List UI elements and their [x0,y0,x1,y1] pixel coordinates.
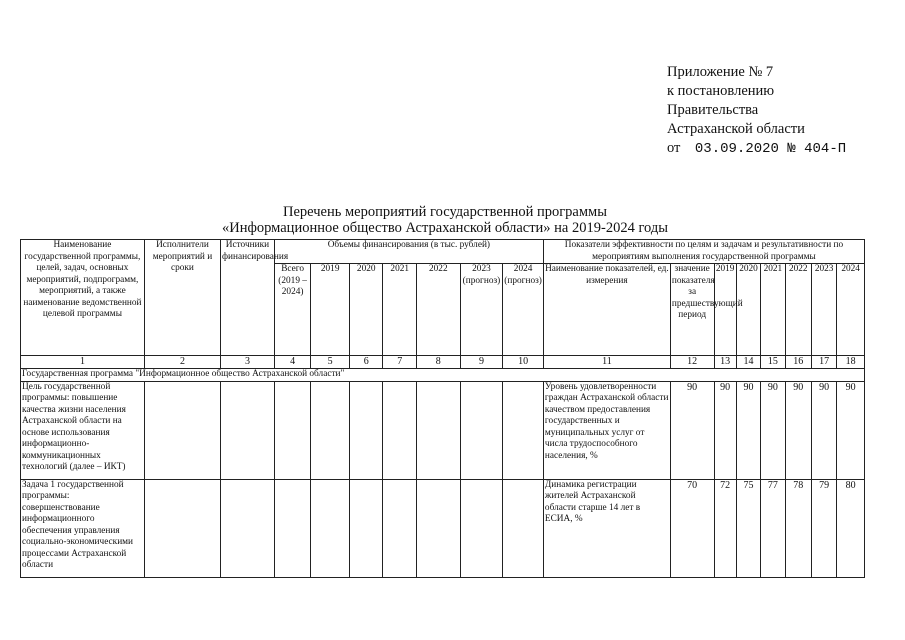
appendix-date-value: 03.09.2020 № 404-П [694,141,847,157]
col-number: 9 [460,356,503,369]
empty-cell [503,479,544,577]
empty-cell [349,381,383,479]
header-total: Всего (2019 – 2024) [274,264,311,356]
col-number: 6 [349,356,383,369]
empty-cell [144,479,220,577]
row-name: Цель государственной программы: повышение качества жизни населения Астраханской области на основе использования информационно-коммуникационных технологий (далее – ИКТ) [21,381,145,479]
empty-cell [416,479,460,577]
appendix-line-2: к постановлению [667,83,775,99]
header-2019: 2019 [311,264,350,356]
header-ind-2024: 2024 [837,264,865,356]
title-line-2: «Информационное общество Астраханской области» на 2019-2024 годы [222,220,668,236]
appendix-line-3: Правительства [667,102,759,118]
col-number: 13 [714,356,736,369]
empty-cell [383,381,417,479]
title-line-1: Перечень мероприятий государственной программы [283,204,607,220]
row-value: 77 [761,479,785,577]
header-ind-2020: 2020 [736,264,760,356]
row-value: 70 [670,479,714,577]
header-sources: Источники финансирования [221,240,275,356]
row-value: 90 [736,381,760,479]
empty-cell [274,381,311,479]
column-number-row [21,356,865,369]
col-number: 18 [837,356,865,369]
empty-cell [311,479,350,577]
appendix-date-prefix: от [667,140,681,156]
row-value: 90 [761,381,785,479]
header-prev-value: значение показателя за предшествующий период [670,264,714,356]
header-ind-2023: 2023 [811,264,836,356]
row-value: 75 [736,479,760,577]
row-value: 78 [785,479,811,577]
empty-cell [460,381,503,479]
row-value: 90 [811,381,836,479]
header-ind-2021: 2021 [761,264,785,356]
header-2021: 2021 [383,264,417,356]
col-number: 10 [503,356,544,369]
header-indicators-group: Показатели эффективности по целям и задачам и результативности по мероприятиям выполнения государственной программы [543,240,864,264]
col-number: 1 [21,356,145,369]
col-number: 17 [811,356,836,369]
document-title [150,204,740,236]
program-row-label: Государственная программа "Информационное общество Астраханской области" [21,369,865,382]
appendix-block [667,63,846,159]
measures-table [20,239,865,578]
col-number: 4 [274,356,311,369]
table-row [21,479,865,577]
col-number: 11 [543,356,670,369]
header-row-1 [21,240,865,264]
col-number: 3 [221,356,275,369]
empty-cell [460,479,503,577]
row-value: 72 [714,479,736,577]
header-2023: 2023 (прогноз) [460,264,503,356]
col-number: 14 [736,356,760,369]
program-row [21,369,865,382]
header-ind-2022: 2022 [785,264,811,356]
empty-cell [416,381,460,479]
row-name: Задача 1 государственной программы: совершенствование информационного обеспечения управления социально-экономическими процессами Астраханской области [21,479,145,577]
header-funding-group: Объемы финансирования (в тыс. рублей) [274,240,543,264]
empty-cell [144,381,220,479]
empty-cell [221,381,275,479]
table-row [21,381,865,479]
row-value: 90 [785,381,811,479]
empty-cell [311,381,350,479]
empty-cell [503,381,544,479]
row-value: 90 [670,381,714,479]
empty-cell [383,479,417,577]
appendix-date-line [667,139,846,159]
empty-cell [274,479,311,577]
header-executors: Исполнители мероприятий и сроки [144,240,220,356]
row-value: 79 [811,479,836,577]
col-number: 12 [670,356,714,369]
col-number: 16 [785,356,811,369]
header-2022: 2022 [416,264,460,356]
col-number: 8 [416,356,460,369]
row-indicator: Уровень удовлетворенности граждан Астраханской области качеством предоставления государственных и муниципальных услуг от числа трудоспособного населения, % [543,381,670,479]
col-number: 2 [144,356,220,369]
appendix-line-1: Приложение № 7 [667,64,774,80]
empty-cell [349,479,383,577]
header-2020: 2020 [349,264,383,356]
empty-cell [221,479,275,577]
header-2024: 2024 (прогноз) [503,264,544,356]
header-program-name: Наименование государственной программы, целей, задач, основных мероприятий, подпрограмм, мероприятий, а также наименование ведомственной целевой программы [21,240,145,356]
header-indicator-name: Наименование показателей, ед. измерения [543,264,670,356]
row-value: 80 [837,479,865,577]
row-indicator: Динамика регистрации жителей Астраханской области старше 14 лет в ЕСИА, % [543,479,670,577]
row-value: 90 [714,381,736,479]
col-number: 7 [383,356,417,369]
row-value: 90 [837,381,865,479]
col-number: 15 [761,356,785,369]
col-number: 5 [311,356,350,369]
header-ind-2019: 2019 [714,264,736,356]
appendix-line-4: Астраханской области [667,121,805,137]
